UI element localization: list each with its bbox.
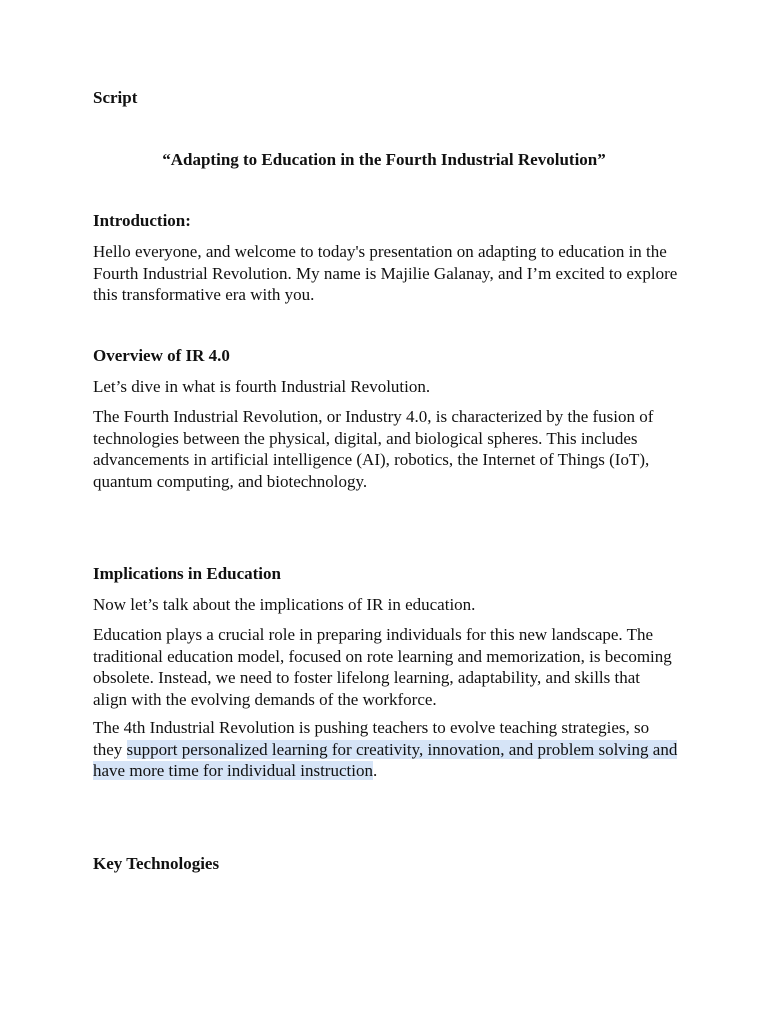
document-title: “Adapting to Education in the Fourth Industrial Revolution” [162,150,606,169]
implications-paragraph-3 [93,717,678,782]
implications-paragraph-2: Education plays a crucial role in preparing individuals for this new landscape. The traditional education model, focused on rote learning and memorization, is becoming obsolete. Instead, we need to foster lifelong learning, adaptability, and skills that align with the evolving demands of the workforce. [93,625,672,709]
paragraph-3-plain-text: The 4th Industrial Revolution is pushing teachers to evolve teaching strategies, so they [93,718,650,759]
overview-paragraph-2: The Fourth Industrial Revolution, or Industry 4.0, is characterized by the fusion of technologies between the physical, digital, and biological spheres. This includes advancements in artificial intelligence (AI), robotics, the Internet of Things (IoT), quantum computing, and biotechnology. [93,407,654,491]
overview-paragraph-1: Let’s dive in what is fourth Industrial Revolution. [93,377,431,396]
paragraph-3-end: . [372,761,378,780]
key-technologies-heading: Key Technologies [93,854,220,873]
implications-paragraph-1: Now let’s talk about the implications of IR in education. [93,595,476,614]
introduction-paragraph: Hello everyone, and welcome to today's presentation on adapting to education in the Fourth Industrial Revolution. My name is Majilie Galanay, and I’m excited to explore this transformative era with you. [93,242,678,304]
highlighted-text-selection[interactable]: support personalized learning for creativity, innovation, and problem solving and have more time for individual instruction [93,739,678,780]
introduction-heading: Introduction: [93,211,191,230]
script-label: Script [93,88,138,107]
overview-heading: Overview of IR 4.0 [93,346,230,365]
implications-heading: Implications in Education [93,564,281,583]
